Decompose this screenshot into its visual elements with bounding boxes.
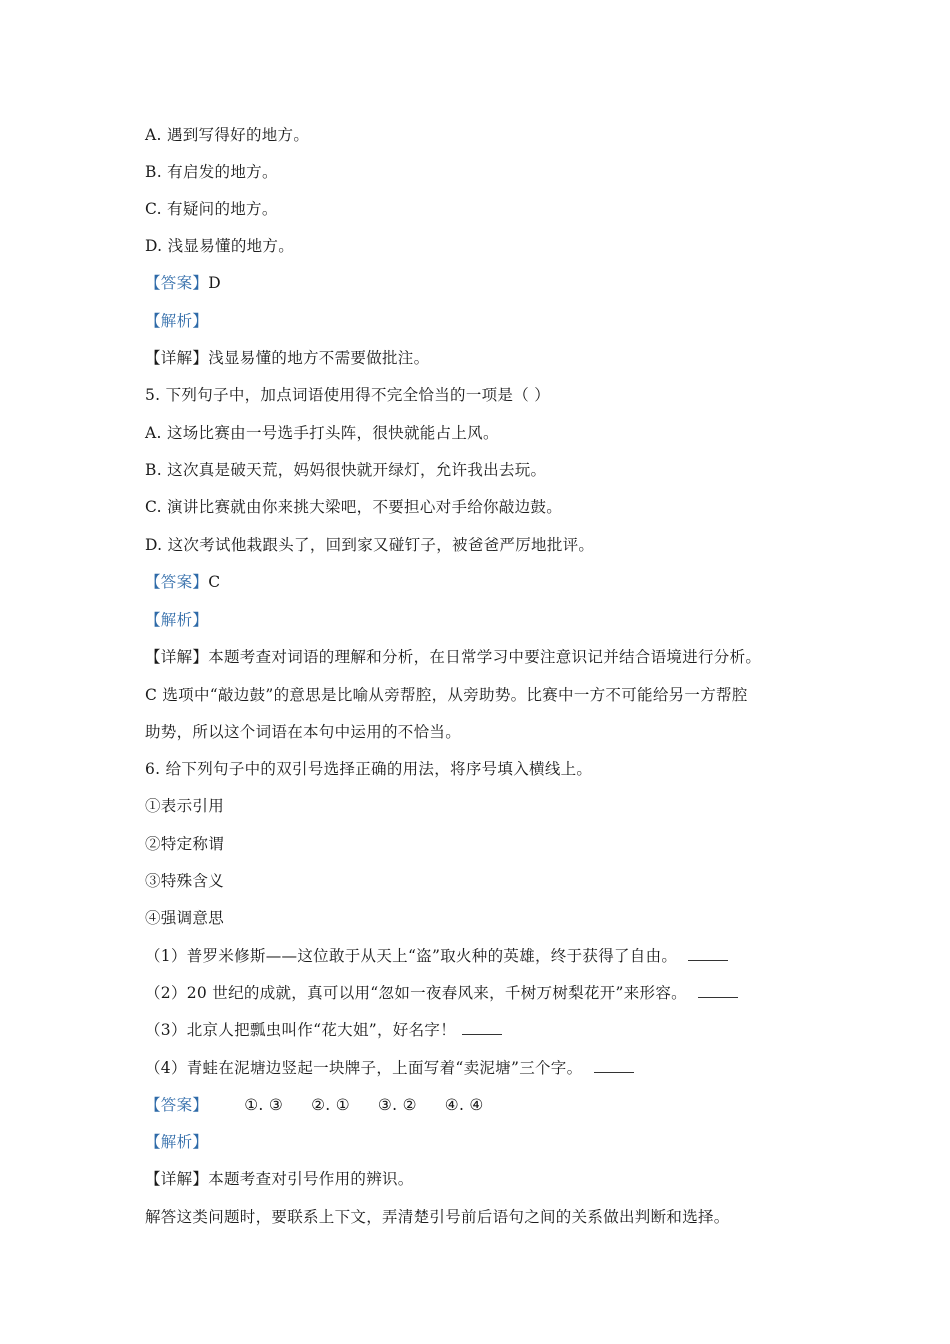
q5-option-c: C. 演讲比赛就由你来挑大梁吧，不要担心对手给你敲边鼓。: [145, 498, 563, 516]
q6-choice-3: ③特殊含义: [145, 872, 225, 890]
q5-analysis-line: [145, 609, 208, 631]
detail-tag: 【详解】: [145, 1170, 209, 1188]
fill-blank: [688, 946, 728, 961]
q5-detail-line-1: [145, 646, 761, 668]
q5-stem: 5. 下列句子中，加点词语使用得不完全恰当的一项是（ ）: [145, 386, 551, 404]
q5-option-d: D. 这次考试他栽跟头了，回到家又碰钉子，被爸爸严厉地批评。: [145, 536, 595, 554]
q6-sentence-text-3: （3）北京人把瓢虫叫作“花大姐”，好名字！: [145, 1021, 457, 1039]
q6-analysis-line: [145, 1131, 208, 1153]
q6-tail-line: 解答这类问题时，要联系上下文，弄清楚引号前后语句之间的关系做出判断和选择。: [145, 1208, 730, 1226]
analysis-tag: 【解析】: [145, 312, 209, 330]
q6-answer-4: ④. ④: [444, 1096, 484, 1114]
q6-answer-1: ①. ③: [244, 1096, 284, 1114]
q4-detail: 浅显易懂的地方不需要做批注。: [208, 349, 430, 367]
q5-detail-line-3: 助势，所以这个词语在本句中运用的不恰当。: [145, 723, 462, 741]
q4-analysis-line: [145, 310, 208, 332]
detail-tag: 【详解】: [145, 349, 209, 367]
q6-sentence-text-4: （4）青蛙在泥塘边竖起一块牌子，上面写着“卖泥塘”三个字。: [145, 1059, 588, 1077]
q6-choice-2: ②特定称谓: [145, 835, 225, 853]
fill-blank: [462, 1020, 502, 1035]
q6-detail-line: [145, 1168, 414, 1190]
q6-stem: 6. 给下列句子中的双引号选择正确的用法，将序号填入横线上。: [145, 760, 593, 778]
analysis-tag: 【解析】: [145, 1133, 209, 1151]
q4-option-a: A. 遇到写得好的地方。: [145, 126, 310, 144]
fill-blank: [594, 1058, 634, 1073]
answer-tag: 【答案】: [145, 573, 209, 591]
q6-answer-line: [145, 1094, 512, 1116]
q6-detail: 本题考查对引号作用的辨识。: [208, 1170, 414, 1188]
q6-answer-3: ③. ②: [377, 1096, 417, 1114]
q6-sentence-text-1: （1）普罗米修斯——这位敢于从天上“盗”取火种的英雄，终于获得了自由。: [145, 947, 683, 965]
q4-answer-line: [145, 272, 221, 294]
q4-detail-line: [145, 347, 429, 369]
q4-answer: D: [208, 274, 221, 292]
q6-sentence-3: [145, 1019, 502, 1041]
q5-answer: C: [208, 573, 221, 591]
detail-tag: 【详解】: [145, 648, 209, 666]
q5-detail-text-1: 本题考查对词语的理解和分析，在日常学习中要注意识记并结合语境进行分析。: [208, 648, 762, 666]
q6-choice-1: ①表示引用: [145, 797, 225, 815]
q6-answer-2: ②. ①: [311, 1096, 350, 1114]
q5-option-b: B. 这次真是破天荒，妈妈很快就开绿灯，允许我出去玩。: [145, 461, 547, 479]
analysis-tag: 【解析】: [145, 611, 209, 629]
q6-sentence-1: [145, 945, 728, 967]
q6-sentence-4: [145, 1057, 634, 1079]
q6-sentence-2: [145, 982, 738, 1004]
q4-option-b: B. 有启发的地方。: [145, 163, 278, 181]
fill-blank: [698, 983, 738, 998]
answer-tag: 【答案】: [145, 274, 209, 292]
q6-choice-4: ④强调意思: [145, 909, 225, 927]
answer-tag: 【答案】: [145, 1096, 209, 1114]
q6-sentence-text-2: （2）20 世纪的成就，真可以用“忽如一夜春风来，千树万树梨花开”来形容。: [145, 984, 693, 1002]
q5-option-a: A. 这场比赛由一号选手打头阵，很快就能占上风。: [145, 424, 499, 442]
q5-answer-line: [145, 571, 220, 593]
q4-option-d: D. 浅显易懂的地方。: [145, 237, 295, 255]
q4-option-c: C. 有疑问的地方。: [145, 200, 278, 218]
q5-detail-line-2: C 选项中“敲边鼓”的意思是比喻从旁帮腔，从旁助势。比赛中一方不可能给另一方帮腔: [145, 686, 748, 704]
